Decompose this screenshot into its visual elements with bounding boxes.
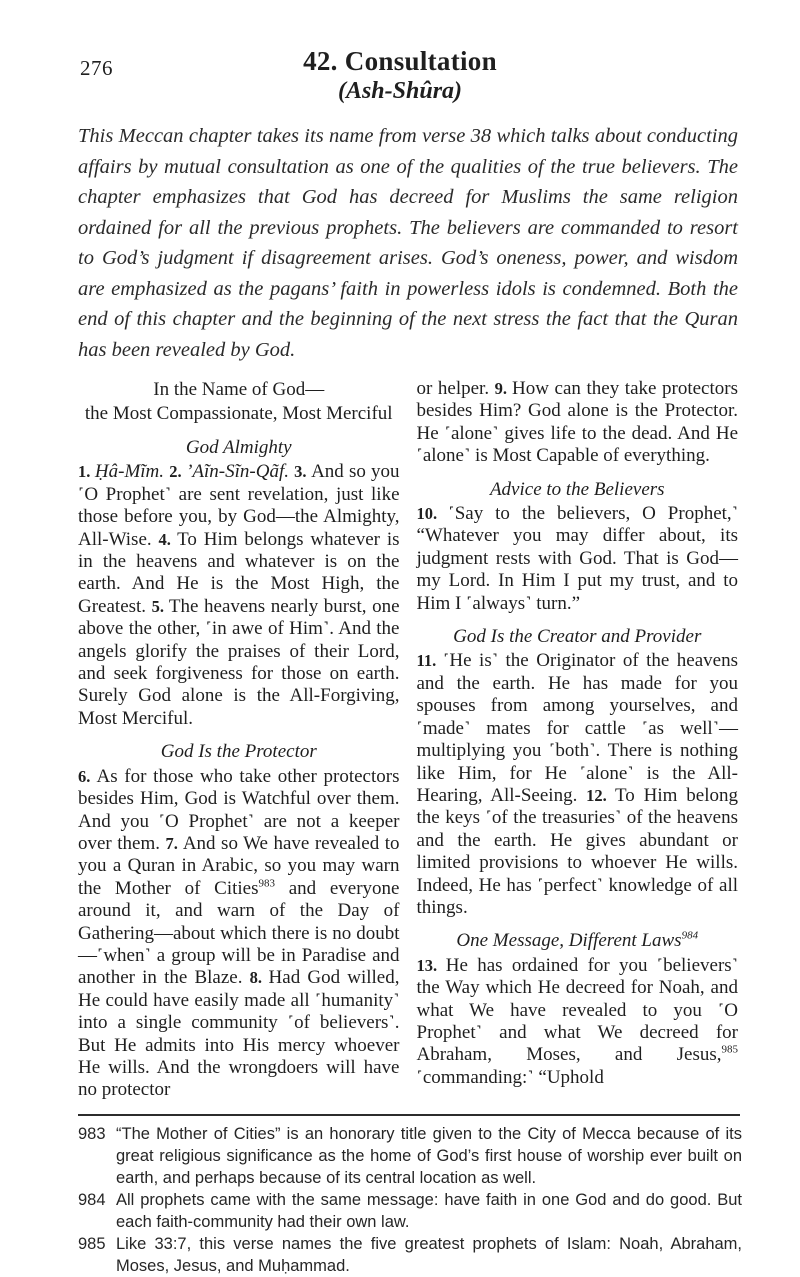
verse-text: ˹Say to the believers, O Prophet,˺ “Whatever you may differ about, its judgment rests with God. That is God—my Lord. In Him I put my trust, and to Him I ˹always˺ turn.”	[416, 503, 738, 614]
verse-number: 12.	[586, 785, 616, 805]
section-heading	[417, 626, 739, 648]
two-column-body	[0, 378, 800, 1102]
section-heading	[417, 930, 739, 952]
footnote-list	[0, 1123, 800, 1277]
verse-text: The heavens nearly burst, one above the other, ˹in awe of Him˺. And the angels glorify the praises of their Lord, and seek forgiveness for those on earth. Surely God alone is the All-Forgiving, Most Merciful.	[78, 595, 400, 729]
verse-paragraph	[417, 955, 739, 1089]
verse-text: And so We have revealed to you a Quran in Arabic, so you may warn the Mother of Cities	[78, 832, 400, 899]
verse-number: 2.	[169, 462, 187, 482]
verse-text: or helper.	[416, 378, 495, 399]
verse-number: 8.	[249, 968, 269, 988]
verse-number: 3.	[294, 462, 312, 482]
footnote-number: 983	[78, 1124, 106, 1143]
footnote	[78, 1233, 742, 1277]
footnote-text: “The Mother of Cities” is an honorary title given to the City of Mecca because of its great religious significance as the home of God’s first house of worship ever built on earth, and perhaps because of its central location as well.	[116, 1124, 742, 1187]
verse-number: 13.	[416, 955, 446, 975]
verse-text: God Is the Creator and Provider	[453, 626, 702, 648]
verse-text: And so you ˹O Prophet˺ are sent revelation, just like those before you, by God—the Almighty, All-Wise.	[78, 461, 400, 550]
verse-paragraph	[417, 378, 739, 468]
section-heading	[417, 479, 739, 501]
verse-paragraph	[78, 766, 400, 1102]
verse-number: 6.	[78, 766, 97, 786]
verse-number: 7.	[165, 833, 183, 853]
verse-text: To Him belong the keys ˹of the treasuries˺ of the heavens and the earth. He gives abundant or limited provisions to whoever He wills. Indeed, He has ˹perfect˺ knowledge of all things.	[416, 784, 739, 918]
text-column-left	[78, 378, 400, 1102]
verse-text: Advice to the Believers	[489, 478, 665, 500]
bismillah-line: In the Name of God—	[153, 379, 325, 400]
page-number: 276	[80, 56, 113, 80]
verse-text: God Is the Protector	[160, 741, 317, 763]
footnote-reference: 985	[721, 1044, 738, 1057]
verse-text: How can they take protectors besides Him? God alone is the Protector. He ˹alone˺ gives life to the dead. And He ˹alone˺ is Most Capable of everything.	[416, 378, 738, 467]
verse-paragraph	[417, 503, 739, 615]
transliteration-text: Ḥâ-Mĩm.	[94, 461, 170, 483]
chapter-subtitle: (Ash-Shûra)	[337, 78, 463, 104]
chapter-intro: This Meccan chapter takes its name from verse 38 which talks about conducting affairs by mutual consultation as one of the qualities of the true believers. The chapter emphasizes that God has decreed for Muslims the same religion ordained for all the previous prophets. The believers are commanded to resort to God’s judgment if disagreement arises. God’s oneness, power, and wisdom are emphasized as the pagans’ faith in powerless idols is condemned. Both the end of this chapter and the beginning of the next stress the fact that the Quran has been revealed by God.	[78, 125, 738, 361]
verse-number: 10.	[416, 504, 449, 524]
footnote-number: 984	[78, 1190, 106, 1209]
text-column-right	[417, 378, 739, 1102]
section-heading	[78, 741, 400, 763]
verse-text: As for those who take other protectors besides Him, God is Watchful over them. And you ˹O Prophet˺ are not a keeper over them.	[78, 765, 400, 854]
footnote-reference: 983	[258, 877, 275, 890]
footnote-number: 985	[78, 1234, 106, 1253]
bismillah	[78, 378, 400, 426]
footnote-reference: 984	[681, 930, 699, 943]
transliteration-text: ’Aĩn-Sĩn-Qãf.	[186, 461, 295, 483]
footnote	[78, 1123, 742, 1189]
section-heading	[78, 437, 400, 459]
verse-paragraph	[78, 461, 400, 730]
footnote-text: All prophets came with the same message: have faith in one God and do good. But each faith-community had their own law.	[116, 1190, 742, 1231]
verse-text: Had God willed, He could have easily made all ˹humanity˺ into a single community ˹of believers˺. But He admits into His mercy whoever He wills. And the wrongdoers will have no protector	[78, 967, 400, 1101]
chapter-header	[0, 46, 800, 105]
footnote-text: Like 33:7, this verse names the five greatest prophets of Islam: Noah, Abraham, Moses, Jesus, and Muḥammad.	[116, 1234, 742, 1275]
verse-text: To Him belongs whatever is in the heavens and whatever is on the earth. And He is the Most High, the Greatest.	[78, 528, 400, 617]
verse-number: 11.	[416, 651, 444, 671]
verse-text: He has ordained for you ˹believers˺ the Way which He decreed for Noah, and what We have revealed to you ˹O Prophet˺ and what We decreed for Abraham, Moses, and Jesus,	[416, 954, 739, 1066]
footnote-separator	[78, 1114, 740, 1116]
bismillah-line: the Most Compassionate, Most Merciful	[84, 403, 393, 424]
verse-paragraph	[417, 650, 739, 919]
verse-number: 9.	[494, 379, 513, 398]
verse-text: and everyone around it, and warn of the Day of Gathering—about which there is no doubt—˹when˺ a group will be in Paradise and another in the Blaze.	[78, 877, 400, 989]
verse-number: 4.	[158, 529, 178, 549]
verse-number: 1.	[78, 462, 95, 482]
verse-text: One Message, Different Laws	[456, 930, 682, 952]
verse-number: 5.	[151, 596, 169, 616]
footnote	[78, 1189, 742, 1233]
verse-text: ˹He is˺ the Originator of the heavens and the earth. He has made for you spouses from among yourselves, and ˹made˺ mates for cattle ˹as well˺—multiplying you ˹both˺. There is nothing like Him, for He ˹alone˺ is the All-Hearing, All-Seeing.	[416, 650, 739, 806]
verse-text: ˹commanding:˺ “Uphold	[416, 1066, 604, 1088]
chapter-title: 42. Consultation	[303, 46, 497, 76]
verse-text: God Almighty	[185, 437, 292, 458]
